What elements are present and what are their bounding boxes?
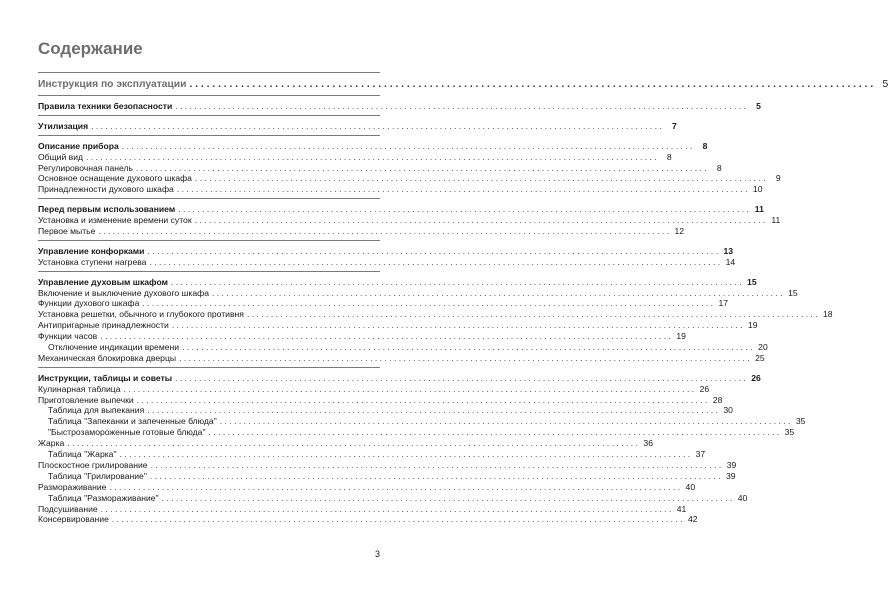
toc-entry-title: Механическая блокировка дверцы bbox=[38, 352, 177, 363]
toc-entry-title: Первое мытье bbox=[38, 226, 96, 237]
dot-leader: . . . . . . . . . . . . . . . . . . . . . . . . . . . . . . . . . . . . . . . . . . . . . . . . . . . . . . . . . . . . . . . . . . . . . . . . . . . . . . . . . . . . . . . . . . . . . . . . . . . . . . . . . . . . . . . . . . . . . . . . bbox=[175, 101, 746, 111]
toc-entry[interactable] bbox=[38, 204, 764, 215]
toc-entry-title: Описание прибора bbox=[38, 140, 119, 151]
toc-entry-page: 8 bbox=[716, 162, 722, 173]
toc-entry-title: Таблица для выпекания bbox=[48, 405, 145, 416]
dot-leader: . . . . . . . . . . . . . . . . . . . . . . . . . . . . . . . . . . . . . . . . . . . . . . . . . . . . . . . . . . . . . . . . . . . . . . . . . . . . . . . . . . . . . . . . . . . . . . . . . . . . . . . . . . . . . . . . . . . . . . . . bbox=[170, 276, 742, 287]
page-number: 3 bbox=[374, 549, 380, 559]
section-divider bbox=[38, 72, 380, 73]
toc-entry-page: 18 bbox=[823, 309, 833, 320]
dot-leader: . . . . . . . . . . . . . . . . . . . . . . . . . . . . . . . . . . . . . . . . . . . . . . . . . . . . . . . . . . . . . . . . . . . . . . . . . . . . . . . . . . . . . . . . . . . . . . . . . . . . . . . . . . . . . . . . . . . . . . . . bbox=[176, 184, 748, 195]
section-divider bbox=[38, 240, 380, 241]
toc-entry-title: Размораживание bbox=[38, 481, 107, 492]
dot-leader: . . . . . . . . . . . . . . . . . . . . . . . . . . . . . . . . . . . . . . . . . . . . . . . . . . . . . . . . . . . . . . . . . . . . . . . . . . . . . . . . . . . . . . . . . . . . . . . . . . . . . . . . . . . . . . . . . . . . . . . . bbox=[208, 427, 780, 438]
toc-entry[interactable] bbox=[38, 438, 653, 449]
table-of-contents bbox=[38, 69, 888, 525]
dot-leader: . . . . . . . . . . . . . . . . . . . . . . . . . . . . . . . . . . . . . . . . . . . . . . . . . . . . . . . . . . . . . . . . . . . . . . . . . . . . . . . . . . . . . . . . . . . . . . . . . . . . . . . . . . . . . . . . . . . . . . . . bbox=[161, 492, 733, 503]
toc-entry[interactable] bbox=[38, 481, 696, 493]
dot-leader: . . . . . . . . . . . . . . . . . . . . . . . . . . . . . . . . . . . . . . . . . . . . . . . . . . . . . . . . . . . . . . . . . . . . . . . . . . . . . . . . . . . . . . . . . . . . . . . . . . . . . . . . . . . . . . . . . . . . . . . . bbox=[91, 120, 662, 131]
dot-leader: . . . . . . . . . . . . . . . . . . . . . . . . . . . . . . . . . . . . . . . . . . . . . . . . . . . . . . . . . . . . . . . . . . . . . . . . . . . . . . . . . . . . . . . . . . . . . . . . . . . . . . . . . . . . . . . . . . . . . . . . bbox=[246, 309, 818, 320]
toc-entry-title: Установка и изменение времени суток bbox=[38, 215, 192, 226]
toc-entry-title: Плоскостное грилирование bbox=[38, 459, 148, 470]
page-title: Содержание bbox=[38, 39, 143, 58]
toc-entry-title: Консервирование bbox=[38, 514, 109, 525]
dot-leader: . . . . . . . . . . . . . . . . . . . . . . . . . . . . . . . . . . . . . . . . . . . . . . . . . . . . . . . . . . . . . . . . . . . . . . . . . . . . . . . . . . . . . . . . . . . . . . . . . . . . . . . . . . . . . . . . . . . . . . . . bbox=[67, 438, 638, 449]
toc-entry-title: Управление конфорками bbox=[38, 245, 145, 256]
toc-entry[interactable] bbox=[38, 276, 757, 288]
toc-entry-title: Установка решетки, обычного и глубокого противня bbox=[38, 309, 244, 320]
toc-entry-page: 11 bbox=[771, 215, 781, 226]
toc-entry-page: 39 bbox=[725, 470, 736, 481]
dot-leader: . . . . . . . . . . . . . . . . . . . . . . . . . . . . . . . . . . . . . . . . . . . . . . . . . . . . . . . . . . . . . . . . . . . . . . . . . . . . . . . . . . . . . . . . . . . . . . . . . . . . . . . . . . . . . . . . . . . . . . . . bbox=[123, 383, 695, 394]
dot-leader: . . . . . . . . . . . . . . . . . . . . . . . . . . . . . . . . . . . . . . . . . . . . . . . . . . . . . . . . . . . . . . . . . . . . . . . . . . . . . . . . . . . . . . . . . . . . . . . . . . . . . . . . . . . . . . . . . . . . . . . . bbox=[100, 503, 672, 514]
toc-entry-page: 14 bbox=[725, 256, 736, 267]
toc-entry-page: 10 bbox=[752, 184, 763, 195]
dot-leader: . . . . . . . . . . . . . . . . . . . . . . . . . . . . . . . . . . . . . . . . . . . . . . . . . . . . . . . . . . . . . . . . . . . . . . . . . . . . . . . . . . . . . . . . . . . . . . . . . . . . . . . . . . . . . . . . . . . . . . . . bbox=[86, 151, 657, 162]
toc-entry[interactable] bbox=[38, 320, 758, 331]
toc-entry[interactable] bbox=[38, 120, 677, 132]
toc-entry-page: 15 bbox=[788, 287, 798, 298]
section-divider bbox=[38, 95, 380, 96]
dot-leader: . . . . . . . . . . . . . . . . . . . . . . . . . . . . . . . . . . . . . . . . . . . . . . . . . . . . . . . . . . . . . . . . . . . . . . . . . . . . . . . . . . . . . . . . . . . . . . . . . . . . . . . . . . . . . . . . . . . . . . . . bbox=[179, 352, 750, 363]
toc-entry-title: Функции духового шкафа bbox=[38, 298, 140, 309]
section-divider bbox=[38, 271, 380, 272]
toc-entry-title: "Быстрозамороженные готовые блюда" bbox=[48, 427, 206, 438]
dot-leader: . . . . . . . . . . . . . . . . . . . . . . . . . . . . . . . . . . . . . . . . . . . . . . . . . . . . . . . . . . . . . . . . . . . . . . . . . . . . . . . . . . . . . . . . . . . . . . . . . . . . . . . . . . . . . . . . . . . . . . . . bbox=[98, 226, 670, 237]
toc-entry-page: 26 bbox=[699, 383, 710, 394]
dot-leader: . . . . . . . . . . . . . . . . . . . . . . . . . . . . . . . . . . . . . . . . . . . . . . . . . . . . . . . . . . . . . . . . . . . . . . . . . . . . . . . . . . . . . . . . . . . . . . . . . . . . . . . . . . . . . . . . . . . . . . . . bbox=[121, 140, 693, 151]
toc-entry[interactable] bbox=[38, 383, 710, 395]
dot-leader: . . . . . . . . . . . . . . . . . . . . . . . . . . . . . . . . . . . . . . . . . . . . . . . . . . . . . . . . . . . . . . . . . . . . . . . . . . . . . . . . . . . . . . . . . . . . . . . . . . . . . . . . . . . . . . . . . . . . . . . . bbox=[194, 173, 766, 184]
toc-entry-title: Инструкция по эксплуатации bbox=[38, 79, 187, 90]
section-divider bbox=[38, 198, 380, 199]
toc-entry[interactable] bbox=[38, 449, 706, 460]
toc-entry[interactable] bbox=[38, 256, 736, 268]
toc-entry-title: Общий вид bbox=[38, 151, 84, 162]
toc-entry-page: 8 bbox=[666, 151, 672, 162]
dot-leader: . . . . . . . . . . . . . . . . . . . . . . . . . . . . . . . . . . . . . . . . . . . . . . . . . . . . . . . . . . . . . . . . . . . . . . . . . . . . . . . . . . . . . . . . . . . . . . . . . . . . . . . . . . . . . . . . . . . . . . . . bbox=[149, 256, 721, 267]
toc-entry-title: Основное оснащение духового шкафа bbox=[38, 173, 192, 184]
toc-entry-title: Функции часов bbox=[38, 331, 98, 342]
toc-entry-page: 25 bbox=[755, 352, 765, 363]
toc-entry-page: 19 bbox=[747, 320, 758, 331]
dot-leader: . . . . . . . . . . . . . . . . . . . . . . . . . . . . . . . . . . . . . . . . . . . . . . . . . . . . . . . . . . . . . . . . . . . . . . . . . . . . . . . . . . . . . . . . . . . . . . . . . . . . . . . . . . . . . . . . . . . . . . . . bbox=[147, 245, 719, 256]
toc-entry-page: 40 bbox=[685, 481, 696, 492]
toc-entry[interactable] bbox=[38, 298, 729, 309]
toc-entry-title: Регулировочная панель bbox=[38, 162, 134, 173]
dot-leader: . . . . . . . . . . . . . . . . . . . . . . . . . . . . . . . . . . . . . . . . . . . . . . . . . . . . . . . . . . . . . . . . . . . . . . . . . . . . . . . . . . . . . . . . . . . . . . . . . . . . . . . . . . . . . . . . . . . . . . . . bbox=[194, 215, 766, 226]
toc-entry-page: 30 bbox=[723, 405, 733, 416]
toc-entry-page: 36 bbox=[643, 438, 653, 449]
toc-entry[interactable] bbox=[38, 503, 687, 515]
toc-entry-title: Таблица "Запеканки и запеченные блюда" bbox=[48, 416, 217, 427]
toc-entry-title: Таблица "Жарка" bbox=[48, 449, 117, 460]
toc-entry-title: Перед первым использованием bbox=[38, 204, 176, 215]
toc-entry-page: 39 bbox=[726, 459, 737, 470]
toc-entry[interactable] bbox=[38, 309, 833, 320]
toc-entry-page: 5 bbox=[882, 79, 888, 90]
toc-entry-title: Включение и выключение духового шкафа bbox=[38, 287, 209, 298]
toc-entry-title: Принадлежности духового шкафа bbox=[38, 184, 174, 195]
toc-entry-title: Утилизация bbox=[38, 120, 89, 131]
dot-leader: . . . . . . . . . . . . . . . . . . . . . . . . . . . . . . . . . . . . . . . . . . . . . . . . . . . . . . . . . . . . . . . . . . . . . . . . . . . . . . . . . . . . . . . . . . . . . . . . . . . . . . . . . . . . . . . . . . . . . . . . bbox=[119, 449, 691, 460]
toc-entry-title: Установка ступени нагрева bbox=[38, 256, 147, 267]
toc-entry-page: 35 bbox=[795, 416, 806, 427]
dot-leader: . . . . . . . . . . . . . . . . . . . . . . . . . . . . . . . . . . . . . . . . . . . . . . . . . . . . . . . . . . . . . . . . . . . . . . . . . . . . . . . . . . . . . . . . . . . . . . . . . . . . . . . . . . . . . . . . . . . . . . . . bbox=[211, 287, 783, 298]
toc-entry-title: Антипригарные принадлежности bbox=[38, 320, 169, 331]
toc-entry[interactable] bbox=[38, 101, 761, 112]
toc-entry[interactable] bbox=[38, 342, 768, 353]
toc-entry-title: Таблица "Грилирование" bbox=[48, 470, 147, 481]
toc-entry[interactable] bbox=[38, 140, 708, 152]
toc-entry-page: 19 bbox=[676, 331, 686, 342]
toc-entry-page: 42 bbox=[687, 514, 698, 525]
toc-entry[interactable] bbox=[38, 226, 685, 237]
toc-entry[interactable] bbox=[38, 215, 781, 226]
toc-entry-title: Отключение индикации времени bbox=[48, 342, 180, 353]
toc-entry-page: 12 bbox=[674, 226, 685, 237]
toc-entry-page: 7 bbox=[671, 120, 677, 131]
toc-entry-title: Управление духовым шкафом bbox=[38, 276, 168, 287]
toc-entry[interactable] bbox=[38, 78, 888, 92]
toc-entry-page: 35 bbox=[784, 427, 795, 438]
toc-entry-page: 11 bbox=[754, 204, 764, 215]
dot-leader: . . . . . . . . . . . . . . . . . . . . . . . . . . . . . . . . . . . . . . . . . . . . . . . . . . . . . . . . . . . . . . . . . . . . . . . . . . . . . . . . . . . . . . . . . . . . . . . . . . . . . . . . . . . . . . . . . . . . . . . . bbox=[175, 372, 746, 383]
toc-entry[interactable] bbox=[38, 405, 733, 416]
toc-entry[interactable] bbox=[38, 173, 781, 184]
toc-entry-page: 20 bbox=[758, 342, 768, 353]
toc-entry-title: Инструкции, таблицы и советы bbox=[38, 372, 173, 383]
toc-entry-title: Кулинарная таблица bbox=[38, 383, 121, 394]
dot-leader: . . . . . . . . . . . . . . . . . . . . . . . . . . . . . . . . . . . . . . . . . . . . . . . . . . . . . . . . . . . . . . . . . . . . . . . . . . . . . . . . . . . . . . . . . . . . . . . . . . . . . . . . . . . . . . . . . . . . . . . . bbox=[147, 405, 718, 416]
dot-leader: . . . . . . . . . . . . . . . . . . . . . . . . . . . . . . . . . . . . . . . . . . . . . . . . . . . . . . . . . . . . . . . . . . . . . . . . . . . . . . . . . . . . . . . . . . . . . . . . . . . . . . . . . . . . . . . . . . . . . . . . bbox=[149, 470, 721, 481]
toc-entry-title: Подсушивание bbox=[38, 503, 98, 514]
toc-entry-page: 9 bbox=[775, 173, 781, 184]
toc-entry[interactable] bbox=[38, 184, 763, 195]
toc-entry[interactable] bbox=[38, 331, 686, 342]
toc-entry[interactable] bbox=[38, 459, 737, 471]
toc-entry[interactable] bbox=[38, 427, 795, 438]
toc-entry-page: 41 bbox=[676, 503, 687, 514]
dot-leader: . . . . . . . . . . . . . . . . . . . . . . . . . . . . . . . . . . . . . . . . . . . . . . . . . . . . . . . . . . . . . . . . . . . . . . . . . . . . . . . . . . . . . . . . . . . . . . . . . . . . . . . . . . . . . . . . . . . . . . . . bbox=[171, 320, 743, 331]
toc-entry-page: 28 bbox=[712, 394, 723, 405]
dot-leader: . . . . . . . . . . . . . . . . . . . . . . . . . . . . . . . . . . . . . . . . . . . . . . . . . . . . . . . . . . . . . . . . . . . . . . . . . . . . . . . . . . . . . . . . . . . . . . . . . . . . . . . . . . . . . . . . . . . . . . . . bbox=[142, 298, 714, 309]
toc-entry[interactable] bbox=[38, 394, 723, 406]
toc-entry-page: 40 bbox=[737, 492, 748, 503]
toc-entry-page: 26 bbox=[751, 372, 761, 383]
toc-entry-title: Жарка bbox=[38, 438, 65, 449]
dot-leader: . . . . . . . . . . . . . . . . . . . . . . . . . . . . . . . . . . . . . . . . . . . . . . . . . . . . . . . . . . . . . . . . . . . . . . . . . . . . . . . . . . . . . . . . . . . . . . . . . . . . . . . . . . . . . . . . . . . . . . . . bbox=[111, 514, 683, 525]
toc-entry[interactable] bbox=[38, 470, 736, 482]
dot-leader: . . . . . . . . . . . . . . . . . . . . . . . . . . . . . . . . . . . . . . . . . . . . . . . . . . . . . . . . . . . . . . . . . . . . . . . . . . . . . . . . . . . . . . . . . . . . . . . . . . . . . . . . . . . . . . . . . . . . . . . . bbox=[109, 481, 681, 492]
toc-entry[interactable] bbox=[38, 372, 761, 384]
section-divider bbox=[38, 135, 380, 136]
toc-entry-page: 37 bbox=[695, 449, 706, 460]
toc-entry[interactable] bbox=[38, 352, 765, 364]
section-divider bbox=[38, 367, 380, 368]
dot-leader: . . . . . . . . . . . . . . . . . . . . . . . . . . . . . . . . . . . . . . . . . . . . . . . . . . . . . . . . . . . . . . . . . . . . . . . . . . . . . . . . . . . . . . . . . . . . . . . . . . . . . . . . . . . . . . . . . . . . . . . . bbox=[182, 342, 753, 353]
section-divider bbox=[38, 115, 380, 116]
toc-entry-title: Таблица "Размораживание" bbox=[48, 492, 159, 503]
toc-entry-title: Приготовление выпечки bbox=[38, 394, 134, 405]
toc-entry[interactable] bbox=[38, 151, 672, 163]
dot-leader: . . . . . . . . . . . . . . . . . . . . . . . . . . . . . . . . . . . . . . . . . . . . . . . . . . . . . . . . . . . . . . . . . . . . . . . . . . . . . . . . . . . . . . . . . . . . . . . . . . . . . . . . . . . . . . . . . . . . . . . . bbox=[189, 79, 874, 90]
toc-entry[interactable] bbox=[38, 514, 698, 525]
dot-leader: . . . . . . . . . . . . . . . . . . . . . . . . . . . . . . . . . . . . . . . . . . . . . . . . . . . . . . . . . . . . . . . . . . . . . . . . . . . . . . . . . . . . . . . . . . . . . . . . . . . . . . . . . . . . . . . . . . . . . . . . bbox=[136, 162, 707, 173]
toc-entry-title: Правила техники безопасности bbox=[38, 101, 173, 111]
toc-entry[interactable] bbox=[38, 245, 734, 257]
toc-entry-page: 13 bbox=[723, 245, 734, 256]
dot-leader: . . . . . . . . . . . . . . . . . . . . . . . . . . . . . . . . . . . . . . . . . . . . . . . . . . . . . . . . . . . . . . . . . . . . . . . . . . . . . . . . . . . . . . . . . . . . . . . . . . . . . . . . . . . . . . . . . . . . . . . . bbox=[178, 204, 749, 215]
toc-entry[interactable] bbox=[38, 287, 798, 299]
toc-entry-page: 8 bbox=[702, 140, 708, 151]
toc-entry[interactable] bbox=[38, 492, 748, 504]
toc-entry[interactable] bbox=[38, 162, 722, 174]
dot-leader: . . . . . . . . . . . . . . . . . . . . . . . . . . . . . . . . . . . . . . . . . . . . . . . . . . . . . . . . . . . . . . . . . . . . . . . . . . . . . . . . . . . . . . . . . . . . . . . . . . . . . . . . . . . . . . . . . . . . . . . . bbox=[136, 394, 708, 405]
toc-entry-page: 17 bbox=[718, 298, 729, 309]
toc-entry-page: 15 bbox=[747, 276, 757, 287]
dot-leader: . . . . . . . . . . . . . . . . . . . . . . . . . . . . . . . . . . . . . . . . . . . . . . . . . . . . . . . . . . . . . . . . . . . . . . . . . . . . . . . . . . . . . . . . . . . . . . . . . . . . . . . . . . . . . . . . . . . . . . . . bbox=[219, 416, 791, 427]
dot-leader: . . . . . . . . . . . . . . . . . . . . . . . . . . . . . . . . . . . . . . . . . . . . . . . . . . . . . . . . . . . . . . . . . . . . . . . . . . . . . . . . . . . . . . . . . . . . . . . . . . . . . . . . . . . . . . . . . . . . . . . . bbox=[150, 459, 722, 470]
toc-entry[interactable] bbox=[38, 416, 806, 427]
dot-leader: . . . . . . . . . . . . . . . . . . . . . . . . . . . . . . . . . . . . . . . . . . . . . . . . . . . . . . . . . . . . . . . . . . . . . . . . . . . . . . . . . . . . . . . . . . . . . . . . . . . . . . . . . . . . . . . . . . . . . . . . bbox=[100, 331, 671, 342]
toc-entry-page: 5 bbox=[756, 101, 761, 111]
